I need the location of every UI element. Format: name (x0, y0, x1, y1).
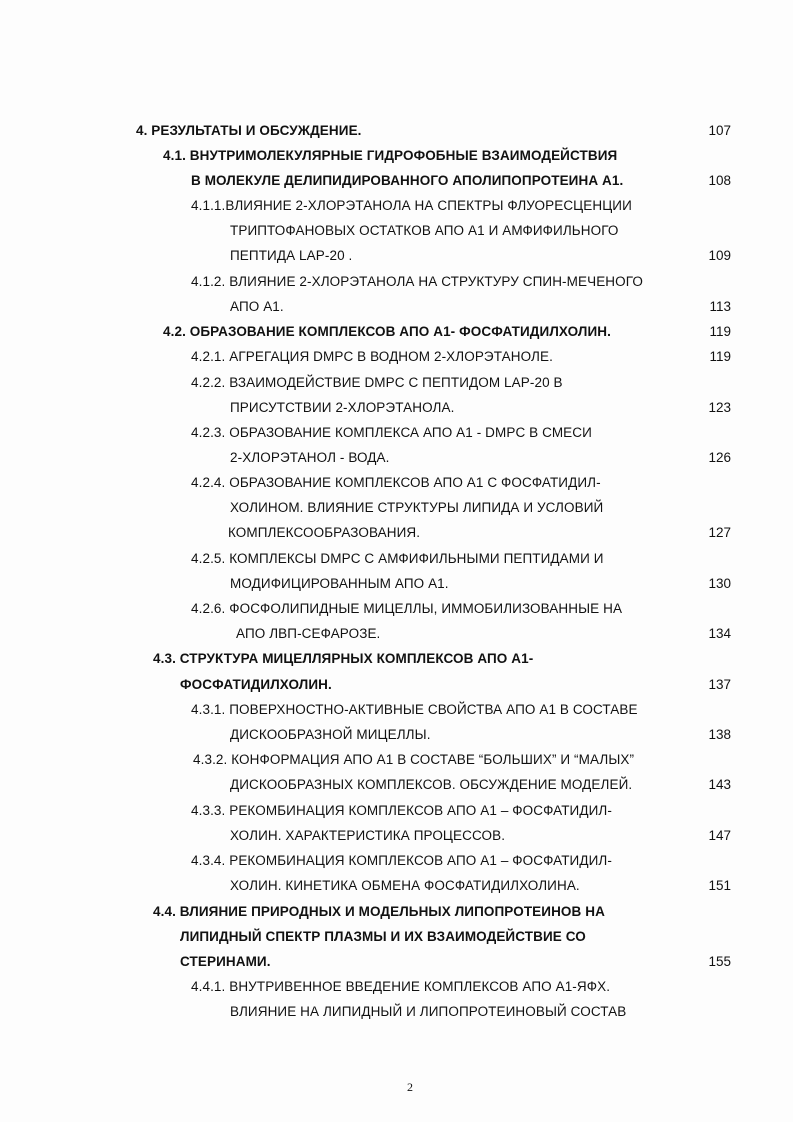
toc-page-number: 109 (708, 248, 731, 263)
toc-entry-text: ДИСКООБРАЗНОЙ МИЦЕЛЛЫ. (230, 727, 431, 742)
toc-entry-text: ХОЛИН. ХАРАКТЕРИСТИКА ПРОЦЕССОВ. (230, 828, 506, 843)
toc-entry-text: 4.1.1.ВЛИЯНИЕ 2-ХЛОРЭТАНОЛА НА СПЕКТРЫ ФЛУОРЕСЦЕНЦИИ (191, 198, 632, 213)
toc-entry-text: ПЕПТИДА LAP-20 . (230, 248, 353, 263)
toc-page-number: 151 (708, 878, 731, 893)
toc-page-number: 126 (708, 450, 731, 465)
toc-page-number: 147 (708, 828, 731, 843)
toc-page-number: 134 (708, 626, 731, 641)
toc-entry-text: 4.2.1. АГРЕГАЦИЯ DMPC В ВОДНОМ 2-ХЛОРЭТАНОЛЕ. (191, 349, 553, 364)
toc-entry-text: 4.4.1. ВНУТРИВЕННОЕ ВВЕДЕНИЕ КОМПЛЕКСОВ АПО А1-ЯФХ. (191, 979, 611, 994)
toc-entry-text: КОМПЛЕКСООБРАЗОВАНИЯ. (228, 525, 421, 540)
toc-entry-text: ДИСКООБРАЗНЫХ КОМПЛЕКСОВ. ОБСУЖДЕНИЕ МОДЕЛЕЙ. (230, 777, 633, 792)
toc-entry-text: 2-ХЛОРЭТАНОЛ - ВОДА. (230, 450, 390, 465)
toc-entry-text: 4.3.1. ПОВЕРХНОСТНО-АКТИВНЫЕ СВОЙСТВА АПО А1 В СОСТАВЕ (191, 702, 638, 717)
toc-entry-text: ПРИСУТСТВИИ 2-ХЛОРЭТАНОЛА. (230, 400, 455, 415)
toc-page-number: 138 (708, 727, 731, 742)
toc-entry-text: 4.4. ВЛИЯНИЕ ПРИРОДНЫХ И МОДЕЛЬНЫХ ЛИПОПРОТЕИНОВ НА (153, 904, 605, 919)
toc-page-number: 137 (708, 677, 731, 692)
toc-page-number: 113 (709, 299, 731, 314)
toc-entry-text: 4.2.6. ФОСФОЛИПИДНЫЕ МИЦЕЛЛЫ, ИММОБИЛИЗОВАННЫЕ НА (191, 601, 623, 616)
toc-entry-text: ЛИПИДНЫЙ СПЕКТР ПЛАЗМЫ И ИХ ВЗАИМОДЕЙСТВИЕ СО (180, 929, 586, 944)
toc-entry-text: АПО ЛВП-СЕФАРОЗЕ. (236, 626, 381, 641)
toc-entry-text: 4.3.3. РЕКОМБИНАЦИЯ КОМПЛЕКСОВ АПО А1 – ФОСФАТИДИЛ- (191, 803, 612, 818)
toc-entry-text: ХОЛИНОМ. ВЛИЯНИЕ СТРУКТУРЫ ЛИПИДА И УСЛОВИЙ (230, 500, 604, 515)
toc-entry-text: ТРИПТОФАНОВЫХ ОСТАТКОВ АПО А1 И АМФИФИЛЬНОГО (230, 223, 619, 238)
toc-entry-text: 4.2.3. ОБРАЗОВАНИЕ КОМПЛЕКСА АПО А1 - DMPC В СМЕСИ (191, 425, 592, 440)
footer-page-number: 2 (407, 1080, 413, 1094)
toc-entry-text: В МОЛЕКУЛЕ ДЕЛИПИДИРОВАННОГО АПОЛИПОПРОТЕИНА А1. (191, 173, 624, 188)
toc-page-number: 123 (708, 400, 731, 415)
toc-entry-text: 4.2.5. КОМПЛЕКСЫ DMPC С АМФИФИЛЬНЫМИ ПЕПТИДАМИ И (191, 551, 604, 566)
toc-page-number: 155 (708, 954, 731, 969)
toc-page-number: 127 (708, 525, 731, 540)
toc-page-number: 119 (709, 324, 731, 339)
toc-entry-text: 4.3. СТРУКТУРА МИЦЕЛЛЯРНЫХ КОМПЛЕКСОВ АПО А1- (153, 651, 534, 666)
toc-entry-text: 4.2.4. ОБРАЗОВАНИЕ КОМПЛЕКСОВ АПО А1 С ФОСФАТИДИЛ- (191, 475, 601, 490)
toc-entry-text: 4.2.2. ВЗАИМОДЕЙСТВИЕ DMPC С ПЕПТИДОМ LAP-20 В (191, 375, 563, 390)
toc-entry-text: 4. РЕЗУЛЬТАТЫ И ОБСУЖДЕНИЕ. (136, 123, 362, 138)
toc-entry-text: ФОСФАТИДИЛХОЛИН. (180, 677, 332, 692)
toc-entry-text: 4.3.4. РЕКОМБИНАЦИЯ КОМПЛЕКСОВ АПО А1 – ФОСФАТИДИЛ- (191, 853, 612, 868)
toc-entry-text: 4.1.2. ВЛИЯНИЕ 2-ХЛОРЭТАНОЛА НА СТРУКТУРУ СПИН-МЕЧЕНОГО (191, 274, 644, 289)
toc-entry-text: ХОЛИН. КИНЕТИКА ОБМЕНА ФОСФАТИДИЛХОЛИНА. (230, 878, 580, 893)
toc-entry-text: ВЛИЯНИЕ НА ЛИПИДНЫЙ И ЛИПОПРОТЕИНОВЫЙ СОСТАВ (230, 1004, 627, 1019)
toc-page-number: 107 (708, 123, 731, 138)
toc-page-number: 108 (708, 173, 731, 188)
toc-entry-text: 4.2. ОБРАЗОВАНИЕ КОМПЛЕКСОВ АПО А1- ФОСФАТИДИЛХОЛИН. (163, 324, 611, 339)
toc-page-number: 119 (709, 349, 731, 364)
toc-entry-text: АПО А1. (230, 299, 284, 314)
toc-page-number: 143 (708, 777, 731, 792)
toc-entry-text: СТЕРИНАМИ. (180, 954, 271, 969)
toc-page-number: 130 (708, 576, 731, 591)
toc-entry-text: МОДИФИЦИРОВАННЫМ АПО А1. (230, 576, 449, 591)
toc-entry-text: 4.1. ВНУТРИМОЛЕКУЛЯРНЫЕ ГИДРОФОБНЫЕ ВЗАИМОДЕЙСТВИЯ (163, 148, 618, 163)
toc-entry-text: 4.3.2. КОНФОРМАЦИЯ АПО А1 В СОСТАВЕ “БОЛЬШИХ” И “МАЛЫХ” (193, 752, 635, 767)
